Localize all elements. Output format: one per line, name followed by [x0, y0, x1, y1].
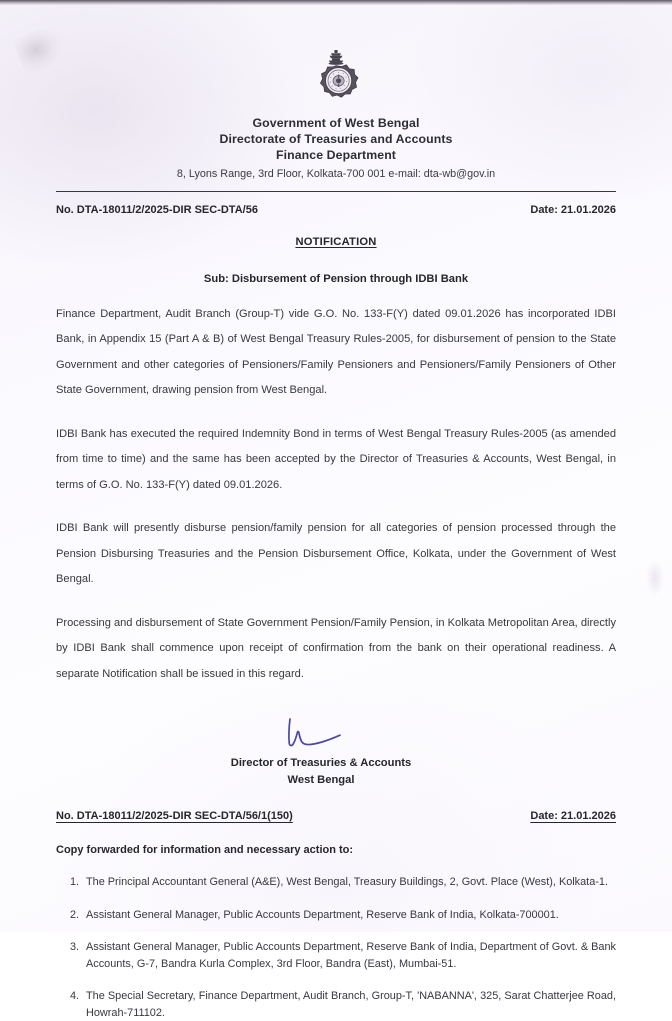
list-item-text: Assistant General Manager, Public Accounts Department, Reserve Bank of India, Department of Govt. & Bank Accounts, G-7, Bandra Kurla Complex, 3rd Floor, Bandra (East), Mumbai-51. [86, 941, 616, 970]
reference-row [52, 204, 620, 216]
org-line-government: Government of West Bengal [252, 116, 420, 130]
endorsement-row [52, 810, 620, 822]
signatory-jurisdiction: West Bengal [287, 773, 355, 786]
copy-forwarded-container [52, 840, 620, 858]
list-item-text: The Principal Accountant General (A&E), West Bengal, Treasury Buildings, 2, Govt. Place (West), Kolkata-1. [86, 876, 608, 889]
subject-container [52, 269, 620, 287]
organisation-heading [52, 115, 620, 182]
copy-forwarded-text: Copy forwarded for information and necessary action to: [56, 844, 354, 857]
list-item-text: Assistant General Manager, Public Accounts Department, Reserve Bank of India, Kolkata-700001. [86, 908, 559, 921]
notification-title-container [52, 232, 620, 250]
endorsement-number: No. DTA-18011/2/2025-DIR SEC-DTA/56/1(150) [56, 810, 293, 823]
list-item-number: 1. [70, 876, 80, 889]
reference-number: No. DTA-18011/2/2025-DIR SEC-DTA/56 [56, 203, 258, 216]
subject-line: Sub: Disbursement of Pension through IDBI Bank [203, 272, 469, 285]
list-item [56, 988, 616, 1021]
recipient-list [52, 874, 620, 1021]
header-divider-rule [56, 191, 616, 192]
list-item [56, 939, 616, 972]
list-item [56, 874, 616, 891]
list-item-number: 4. [70, 990, 80, 1003]
signatory-designation: Director of Treasuries & Accounts [230, 757, 412, 770]
list-item-text: The Special Secretary, Finance Department, Audit Branch, Group-T, 'NABANNA', 325, Sarat Chatterjee Road, Howrah-711102. [86, 990, 616, 1019]
body-paragraph-2: IDBI Bank has executed the required Indemnity Bond in terms of West Bengal Treasury Rules-2005 (as amended from time to time) and the same has been accepted by the Director of Treasuries & Accounts, West Bengal, in terms of G.O. No. 133-F(Y) dated 09.01.2026. [56, 427, 616, 491]
india-state-emblem-seal-icon [310, 48, 362, 108]
list-item-number: 3. [70, 941, 80, 954]
signature-block [52, 713, 620, 788]
office-address: 8, Lyons Range, 3rd Floor, Kolkata-700 001 e-mail: dta-wb@gov.in [176, 167, 496, 180]
body-paragraph-3: IDBI Bank will presently disburse pension/family pension for all categories of pension processed through the Pension Disbursing Treasuries and the Pension Disbursement Office, Kolkata, under the Government of West Bengal. [56, 522, 616, 586]
body-paragraph-4: Processing and disbursement of State Government Pension/Family Pension, in Kolkata Metropolitan Area, directly by IDBI Bank shall commence upon receipt of confirmation from the bank on their operational readiness. A separate Notification shall be issued in this regard. [56, 616, 616, 680]
handwritten-signature-icon [246, 713, 396, 755]
list-item [56, 907, 616, 924]
org-line-directorate: Directorate of Treasuries and Accounts [219, 132, 453, 147]
org-line-department: Finance Department [275, 148, 396, 163]
list-item-number: 2. [70, 908, 80, 921]
signature-mark-container [52, 713, 590, 755]
endorsement-date: Date: 21.01.2026 [530, 810, 616, 823]
body-paragraph-1: Finance Department, Audit Branch (Group-T) vide G.O. No. 133-F(Y) dated 09.01.2026 has incorporated IDBI Bank, in Appendix 15 (Part A & B) of West Bengal Treasury Rules-2005, for disbursement of pension to the State Government and other categories of Pensioners/Family Pensioners and Pensioners/Family Pensioners of Other State Government, drawing pension from West Bengal. [56, 307, 616, 397]
reference-date: Date: 21.01.2026 [530, 203, 616, 216]
emblem-container [52, 0, 620, 108]
notification-title: NOTIFICATION [295, 235, 377, 248]
